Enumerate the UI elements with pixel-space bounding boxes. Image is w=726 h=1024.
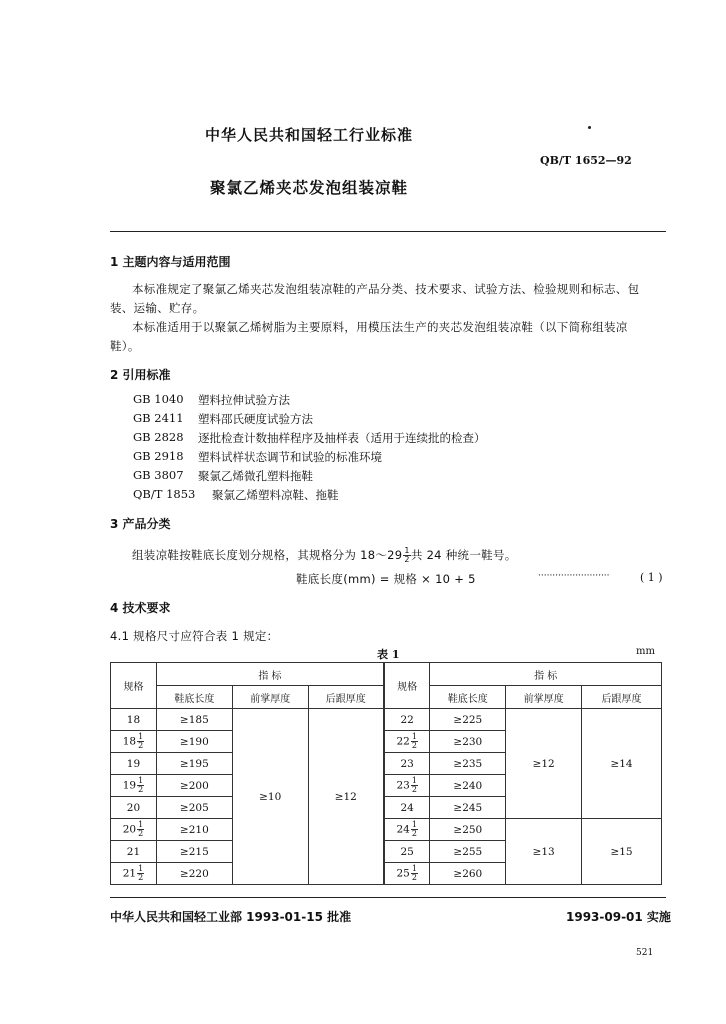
length-cell: ≥240 (430, 775, 506, 797)
reference-title: 聚氯乙烯塑料凉鞋、拖鞋 (212, 488, 339, 502)
table-row (111, 819, 662, 841)
heel-thickness-header: 后跟厚度 (582, 686, 662, 709)
length-cell: ≥245 (430, 797, 506, 819)
spec-table-body (111, 709, 662, 885)
org-title: 中华人民共和国轻工行业标准 (205, 126, 414, 144)
reference-title: 聚氯乙烯微孔塑料拖鞋 (198, 469, 313, 483)
size-header: 规格 (384, 663, 430, 709)
heel-thickness-value: ≥15 (582, 819, 662, 885)
half-fraction: $\frac{1}{2}$ (411, 732, 417, 750)
reference-title: 塑料试样状态调节和试验的标准环境 (198, 450, 382, 464)
section-1-para1-line1: 本标准规定了聚氯乙烯夹芯发泡组装凉鞋的产品分类、技术要求、试验方法、检验规则和标志、包 (132, 282, 640, 296)
implementation-date: 1993-09-01 实施 (566, 910, 671, 924)
reference-title: 塑料拉伸试验方法 (198, 393, 290, 407)
size-cell: 19 (111, 753, 157, 775)
length-header: 鞋底长度 (430, 686, 506, 709)
size-cell: 20 (111, 797, 157, 819)
half-fraction: $\frac{1}{2}$ (411, 864, 417, 882)
length-cell: ≥230 (430, 731, 506, 753)
size-cell: 18 (111, 709, 157, 731)
formula-1: 鞋底长度(mm) = 规格 × 10 + 5 (296, 572, 476, 586)
table-unit: mm (636, 646, 655, 657)
clause-4-1: 4.1 规格尺寸应符合表 1 规定： (110, 629, 279, 643)
length-cell: ≥210 (156, 819, 232, 841)
section-1-para1-line2: 装、运输、贮存。 (110, 301, 205, 315)
section-2-heading: 2 引用标准 (110, 368, 171, 382)
section-1-heading: 1 主题内容与适用范围 (110, 255, 231, 269)
length-cell: ≥235 (430, 753, 506, 775)
reference-code: GB 2411 (133, 411, 184, 425)
length-cell: ≥215 (156, 841, 232, 863)
size-cell: 22 $\frac{1}{2}$ (384, 731, 430, 753)
heel-thickness-header: 后跟厚度 (308, 686, 384, 709)
section-3-heading: 3 产品分类 (110, 517, 171, 531)
half-fraction: $\frac{1}{2}$ (411, 776, 417, 794)
document-title: 聚氯乙烯夹芯发泡组装凉鞋 (210, 179, 409, 197)
section-4-heading: 4 技术要求 (110, 601, 171, 615)
section-3-paragraph (132, 547, 517, 564)
section-1-para2-line1: 本标准适用于以聚氯乙烯树脂为主要原料，用模压法生产的夹芯发泡组装凉鞋（以下简称组装凉 (132, 320, 628, 334)
half-fraction: $\frac{1}{2}$ (411, 820, 417, 838)
size-cell: 21 $\frac{1}{2}$ (111, 863, 157, 885)
reference-code: GB 2828 (133, 430, 184, 444)
spec-table (110, 662, 662, 885)
reference-code: QB/T 1853 (133, 487, 196, 501)
formula-leader: ························· (538, 571, 610, 581)
length-cell: ≥250 (430, 819, 506, 841)
front-thickness-header: 前掌厚度 (506, 686, 582, 709)
heel-thickness-value: ≥14 (582, 709, 662, 819)
length-cell: ≥195 (156, 753, 232, 775)
length-header: 鞋底长度 (156, 686, 232, 709)
size-cell: 23 $\frac{1}{2}$ (384, 775, 430, 797)
length-cell: ≥260 (430, 863, 506, 885)
formula-number: ( 1 ) (640, 571, 663, 584)
length-cell: ≥185 (156, 709, 232, 731)
half-fraction: $\frac{1}{2}$ (138, 732, 144, 750)
half-fraction: $\frac{1}{2}$ (138, 820, 144, 838)
front-thickness-value: ≥10 (232, 709, 308, 885)
size-header: 规格 (111, 663, 157, 709)
index-header: 指 标 (430, 663, 662, 686)
size-cell: 19 $\frac{1}{2}$ (111, 775, 157, 797)
length-cell: ≥200 (156, 775, 232, 797)
page-number: 521 (636, 948, 654, 958)
reference-code: GB 1040 (133, 392, 184, 406)
index-header: 指 标 (156, 663, 384, 686)
half-fraction: $\frac{1}{2}$ (138, 776, 144, 794)
reference-code: GB 2918 (133, 449, 184, 463)
size-cell: 22 (384, 709, 430, 731)
footer-rule (110, 897, 666, 898)
half-fraction: $\frac{1}{2}$ (138, 864, 144, 882)
length-cell: ≥205 (156, 797, 232, 819)
size-cell: 24 $\frac{1}{2}$ (384, 819, 430, 841)
length-cell: ≥225 (430, 709, 506, 731)
reference-title: 塑料邵氏硬度试验方法 (198, 412, 313, 426)
length-cell: ≥190 (156, 731, 232, 753)
size-cell: 23 (384, 753, 430, 775)
front-thickness-header: 前掌厚度 (232, 686, 308, 709)
header-rule (110, 231, 666, 232)
approval-line: 中华人民共和国轻工业部 1993-01-15 批准 (110, 910, 352, 924)
heel-thickness-value: ≥12 (308, 709, 384, 885)
table-title: 表 1 (377, 648, 400, 661)
reference-title: 逐批检查计数抽样程序及抽样表（适用于连续批的检查） (198, 431, 486, 445)
size-cell: 18 $\frac{1}{2}$ (111, 731, 157, 753)
front-thickness-value: ≥13 (506, 819, 582, 885)
front-thickness-value: ≥12 (506, 709, 582, 819)
size-cell: 25 $\frac{1}{2}$ (384, 863, 430, 885)
size-cell: 25 (384, 841, 430, 863)
section-3-text-prefix: 组装凉鞋按鞋底长度划分规格，其规格分为 18～29 (132, 548, 403, 562)
mark-dot (588, 126, 591, 129)
half-fraction: $\frac{1}{2}$ (404, 546, 410, 564)
reference-code: GB 3807 (133, 468, 184, 482)
section-1-para2-line2: 鞋）。 (110, 339, 140, 353)
length-cell: ≥255 (430, 841, 506, 863)
section-3-text-suffix: 共 24 种统一鞋号。 (410, 548, 517, 562)
size-cell: 21 (111, 841, 157, 863)
size-cell: 24 (384, 797, 430, 819)
table-row (111, 709, 662, 731)
size-cell: 20 $\frac{1}{2}$ (111, 819, 157, 841)
length-cell: ≥220 (156, 863, 232, 885)
standard-number: QB/T 1652—92 (540, 154, 632, 167)
